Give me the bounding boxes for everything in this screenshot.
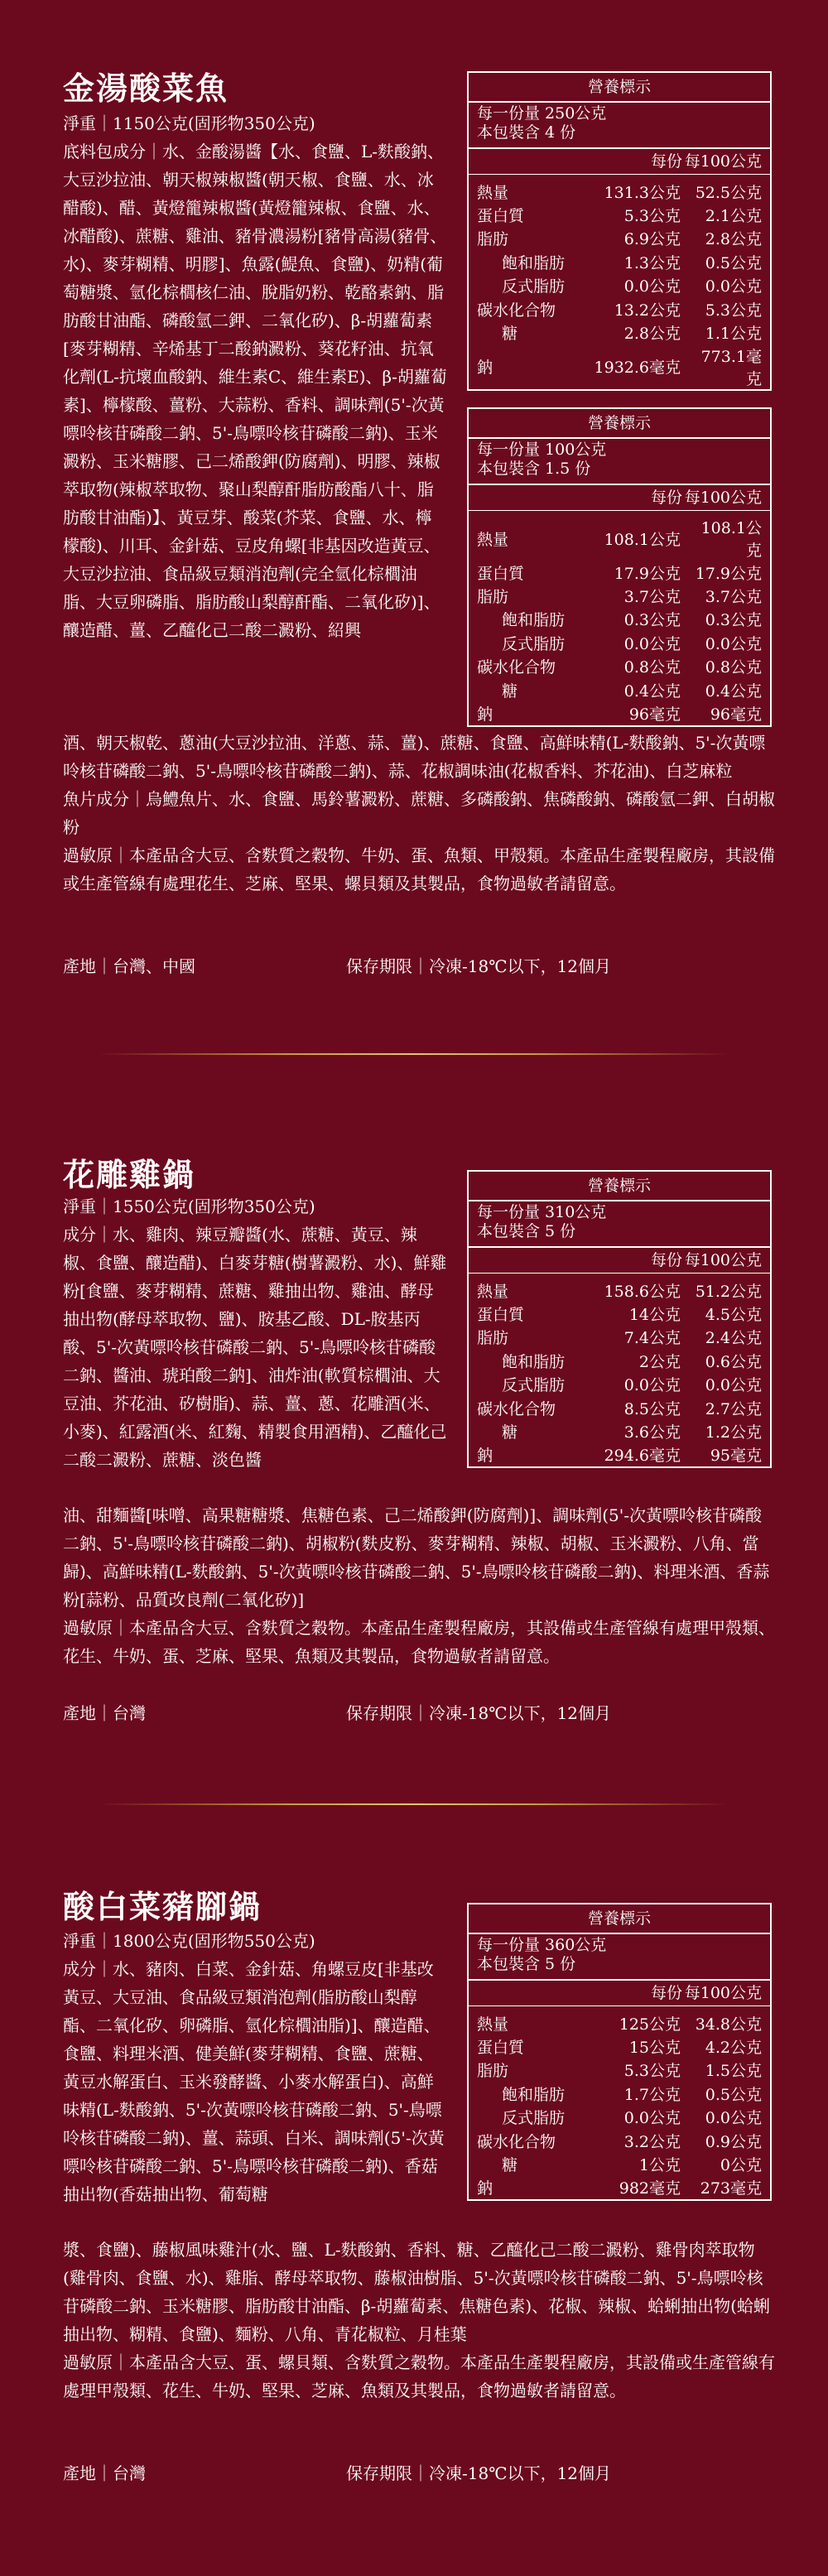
nutrition-row (469, 2129, 770, 2152)
nutrition-row (469, 511, 770, 561)
product-details (63, 109, 448, 644)
per-serving-value: 96毫克 (628, 705, 681, 725)
per-100g-value: 0.3公克 (705, 611, 762, 630)
per-100g-header: 每100公克 (684, 1251, 762, 1269)
per-100g-value: 108.1公克 (700, 519, 762, 560)
nutrition-row (469, 344, 770, 389)
allergen-text: 過敏原｜本產品含大豆、含麩質之穀物。本產品生產製程廠房，其設備或生產管線有處理甲殼類、花生、牛奶、蛋、芝麻、堅果、魚類及其製品，食物過敏者請留意。 (63, 1618, 775, 1666)
net-weight: 淨重｜1550公克(固形物350公克) (63, 1197, 315, 1216)
fish-ingredients-text: 魚片成分｜烏鱧魚片、水、食鹽、馬鈴薯澱粉、蔗糖、多磷酸鈉、焦磷酸鈉、磷酸氫二鉀、白胡椒粉 (63, 789, 775, 837)
nutrition-row (469, 2106, 770, 2129)
nutrition-heading: 營養標示 (469, 1172, 770, 1201)
per-serving-value: 982毫克 (619, 2179, 681, 2198)
nutrient-name: 鈉 (477, 2179, 493, 2198)
product-details-cont (63, 729, 775, 898)
nutrient-name: 碳水化合物 (477, 658, 556, 677)
nutrition-heading: 營養標示 (469, 1904, 770, 1934)
nutrition-facts-table-2 (467, 407, 772, 727)
nutrient-name: 熱量 (477, 530, 509, 549)
shelf-life-text: 保存期限｜冷凍-18℃以下，12個月 (346, 2463, 612, 2483)
nutrient-name: 鈉 (477, 1447, 493, 1466)
per-serving-value: 3.7公克 (623, 588, 681, 607)
allergen-text: 過敏原｜本產品含大豆、含麩質之穀物、牛奶、蛋、魚類、甲殼類。本產品生產製程廠房，其設備或生產管線有處理花生、芝麻、堅果、螺貝類及其製品，食物過敏者請留意。 (63, 845, 775, 893)
per-100g-value: 0.6公克 (705, 1352, 762, 1371)
section-divider (99, 1053, 729, 1055)
nutrition-row (469, 320, 770, 344)
per-100g-value: 0.8公克 (705, 658, 762, 677)
shelf-life-text: 保存期限｜冷凍-18℃以下，12個月 (346, 1703, 612, 1723)
per-serving-value: 6.9公克 (623, 230, 681, 249)
per-100g-value: 0.9公克 (705, 2132, 762, 2151)
nutrition-row (469, 175, 770, 203)
per-100g-value: 96毫克 (710, 705, 762, 725)
nutrient-name: 糖 (502, 325, 518, 344)
per-100g-value: 51.2公克 (695, 1282, 762, 1301)
nutrient-name: 脂肪 (477, 1329, 509, 1348)
nutrient-name: 熱量 (477, 2015, 509, 2034)
nutrition-facts-table (467, 71, 772, 391)
per-serving-value: 13.2公克 (614, 301, 681, 320)
per-100g-value: 0.0公克 (705, 1376, 762, 1395)
ingredients-text-cont: 酒、朝天椒乾、蔥油(大豆沙拉油、洋蔥、蒜、薑)、蔗糖、食鹽、高鮮味精(L-麩酸鈉、5'-次黃嘌呤核苷磷酸二鈉、5'-鳥嘌呤核苷磷酸二鈉)、蒜、花椒調味油(花椒香料、芥花油)、白芝麻粒 (63, 733, 766, 781)
nutrient-name: 脂肪 (477, 588, 509, 607)
product-title: 酸白菜豬腳鍋 (63, 1888, 262, 1925)
nutrition-row (469, 1302, 770, 1325)
nutrition-rows (469, 511, 770, 725)
nutrient-name: 脂肪 (477, 230, 509, 249)
per-serving-value: 0.3公克 (623, 611, 681, 630)
per-serving-value: 0.8公克 (623, 658, 681, 677)
per-serving-value: 131.3公克 (604, 183, 681, 202)
per-100g-value: 1.2公克 (705, 1423, 762, 1442)
per-100g-value: 95毫克 (710, 1447, 762, 1466)
shelf-life-text: 保存期限｜冷凍-18℃以下，12個月 (346, 956, 612, 976)
nutrition-row (469, 2006, 770, 2034)
per-serving-value: 5.3公克 (623, 2062, 681, 2081)
allergen-text: 過敏原｜本產品含大豆、蛋、螺貝類、含麩質之穀物。本產品生產製程廠房，其設備或生產管線有處理甲殼類、花生、牛奶、堅果、芝麻、魚類及其製品，食物過敏者請留意。 (63, 2352, 775, 2400)
per-100g-value: 273毫克 (700, 2179, 762, 2198)
nutrient-name: 飽和脂肪 (502, 2085, 566, 2104)
nutrient-name: 糖 (502, 1423, 518, 1442)
per-100g-value: 17.9公克 (695, 564, 762, 583)
nutrition-row (469, 584, 770, 607)
per-100g-value: 0.5公克 (705, 253, 762, 272)
per-serving-value: 125公克 (619, 2015, 681, 2034)
origin-text: 產地｜台灣 (63, 2463, 146, 2483)
nutrition-column-headers (469, 1981, 770, 2006)
per-serving-value: 0.4公克 (623, 681, 681, 701)
per-serving-value: 1.7公克 (623, 2085, 681, 2104)
per-serving-value: 2.8公克 (623, 325, 681, 344)
nutrition-heading: 營養標示 (469, 409, 770, 439)
nutrition-heading: 營養標示 (469, 73, 770, 103)
nutrition-row (469, 631, 770, 654)
nutrition-row (469, 1396, 770, 1419)
per-100g-value: 0公克 (720, 2156, 762, 2175)
nutrient-name: 反式脂肪 (502, 1376, 566, 1395)
nutrient-name: 鈉 (477, 705, 493, 725)
nutrient-name: 糖 (502, 2156, 518, 2175)
per-100g-value: 2.8公克 (705, 230, 762, 249)
per-serving-value: 1932.6毫克 (594, 359, 681, 378)
per-serving-value: 0.0公克 (623, 1376, 681, 1395)
nutrient-name: 碳水化合物 (477, 301, 556, 320)
per-serving-value: 5.3公克 (623, 207, 681, 226)
nutrition-row (469, 1373, 770, 1396)
nutrition-row (469, 2176, 770, 2199)
nutrition-row (469, 227, 770, 250)
nutrition-row (469, 2058, 770, 2082)
nutrient-name: 碳水化合物 (477, 1399, 556, 1418)
per-100g-value: 2.7公克 (705, 1399, 762, 1418)
per-serving-value: 17.9公克 (614, 564, 681, 583)
per-serving-value: 3.6公克 (623, 1423, 681, 1442)
per-100g-value: 5.3公克 (705, 301, 762, 320)
nutrient-name: 蛋白質 (477, 207, 525, 226)
servings-per-pack: 本包裝含 4 份 (477, 123, 576, 142)
product-title: 金湯酸菜魚 (63, 70, 229, 107)
serving-size: 每一份量 100公克 (477, 441, 607, 459)
product-details-cont (63, 1501, 775, 1670)
per-100g-value: 2.1公克 (705, 207, 762, 226)
per-100g-value: 0.4公克 (705, 681, 762, 701)
per-100g-header: 每100公克 (684, 489, 762, 507)
product-details-cont (63, 2236, 775, 2405)
nutrient-name: 飽和脂肪 (502, 253, 566, 272)
nutrient-name: 反式脂肪 (502, 277, 566, 296)
nutrient-name: 脂肪 (477, 2062, 509, 2081)
per-100g-header: 每100公克 (684, 1984, 762, 2002)
per-serving-value: 0.0公克 (623, 634, 681, 653)
nutrition-row (469, 1419, 770, 1442)
per-serving-value: 1公克 (638, 2156, 681, 2175)
origin-text: 產地｜台灣 (63, 1703, 146, 1723)
nutrition-row (469, 655, 770, 678)
product-title: 花雕雞鍋 (63, 1156, 196, 1193)
nutrition-row (469, 2152, 770, 2175)
per-serving-value: 158.6公克 (604, 1282, 681, 1301)
serving-info (469, 103, 770, 149)
serving-info (469, 1201, 770, 1248)
nutrition-row (469, 1326, 770, 1349)
per-serving-value: 2公克 (638, 1352, 681, 1371)
per-serving-value: 7.4公克 (623, 1329, 681, 1348)
nutrition-row (469, 1349, 770, 1372)
nutrition-row (469, 608, 770, 631)
nutrition-rows (469, 1274, 770, 1466)
per-100g-value: 773.1毫克 (700, 347, 762, 388)
ingredients-text: 底料包成分｜水、金酸湯醬【水、食鹽、L-麩酸鈉、大豆沙拉油、朝天椒辣椒醬(朝天椒、食鹽、水、冰醋酸)、醋、黃燈籠辣椒醬(黃燈籠辣椒、食鹽、水、冰醋酸)、蔗糖、雞油、豬骨濃湯粉[豬骨高湯(豬骨、水)、麥芽糊精、明膠]、魚露(鯷魚、食鹽)、奶精(葡萄糖漿、氫化棕櫚核仁油、脫脂奶粉、乾酪素鈉、脂肪酸甘油酯、磷酸氫二鉀、二氧化矽)、β-胡蘿蔔素[麥芽糊精、辛烯基丁二酸鈉澱粉、葵花籽油、抗氧化劑(L-抗壞血酸鈉、維生素C、維生素E)、β-胡蘿蔔素]、檸檬酸、薑粉、大蒜粉、香料、調味劑(5'-次黃嘌呤核苷磷酸二鈉、5'-鳥嘌呤核苷磷酸二鈉)、玉米澱粉、玉米糖膠、己二烯酸鉀(防腐劑)、明膠、辣椒萃取物(辣椒萃取物、聚山梨醇酐脂肪酸酯八十、脂肪酸甘油酯)】、黃豆芽、酸菜(芥菜、食鹽、水、檸檬酸)、川耳、金針菇、豆皮角螺[非基因改造黃豆、大豆沙拉油、食品級豆類消泡劑(完全氫化棕櫚油脂、大豆卵磷脂、脂肪酸山梨醇酐酯、二氧化矽)]、釀造醋、薑、乙醯化己二酸二澱粉、紹興 (63, 142, 447, 640)
nutrition-rows (469, 2006, 770, 2199)
serving-info (469, 439, 770, 485)
per-serving-value: 8.5公克 (623, 1399, 681, 1418)
nutrient-name: 飽和脂肪 (502, 1352, 566, 1371)
nutrient-name: 蛋白質 (477, 2039, 525, 2058)
per-serving-value: 108.1公克 (604, 530, 681, 549)
serving-info (469, 1934, 770, 1981)
ingredients-text: 成分｜水、雞肉、辣豆瓣醬(水、蔗糖、黃豆、辣椒、食鹽、釀造醋)、白麥芽糖(樹薯澱粉、水)、鮮雞粉[食鹽、麥芽糊精、蔗糖、雞抽出物、雞油、酵母抽出物(酵母萃取物、鹽)、胺基乙酸、DL-胺基丙酸、5'-次黃嘌呤核苷磷酸二鈉、5'-鳥嘌呤核苷磷酸二鈉、醬油、琥珀酸二鈉]、油炸油(軟質棕櫚油、大豆油、芥花油、矽樹脂)、蒜、薑、蔥、花雕酒(米、小麥)、紅露酒(米、紅麴、精製食用酒精)、乙醯化己二酸二澱粉、蔗糖、淡色醬 (63, 1225, 447, 1470)
per-100g-value: 1.5公克 (705, 2062, 762, 2081)
nutrition-column-headers (469, 485, 770, 511)
per-serving-value: 15公克 (628, 2039, 681, 2058)
servings-per-pack: 本包裝含 5 份 (477, 1222, 576, 1240)
servings-per-pack: 本包裝含 5 份 (477, 1955, 576, 1973)
nutrient-name: 鈉 (477, 359, 493, 378)
net-weight: 淨重｜1800公克(固形物550公克) (63, 1931, 315, 1951)
nutrition-row (469, 678, 770, 701)
nutrition-row (469, 1443, 770, 1466)
per-serving-value: 3.2公克 (623, 2132, 681, 2151)
nutrition-row (469, 1274, 770, 1302)
per-100g-header: 每100公克 (684, 152, 762, 171)
nutrition-facts-table (467, 1170, 772, 1468)
nutrition-row (469, 274, 770, 297)
per-100g-value: 52.5公克 (695, 183, 762, 202)
per-100g-value: 0.0公克 (705, 2109, 762, 2128)
product-details (63, 1192, 448, 1474)
nutrition-row (469, 203, 770, 226)
ingredients-text: 成分｜水、豬肉、白菜、金針菇、角螺豆皮[非基改黃豆、大豆油、食品級豆類消泡劑(脂肪酸山梨醇酯、二氧化矽、卵磷脂、氫化棕櫚油脂)]、釀造醋、食鹽、料理米酒、健美鮮(麥芽糊精、食鹽、蔗糖、黃豆水解蛋白、玉米發酵醬、小麥水解蛋白)、高鮮味精(L-麩酸鈉、5'-次黃嘌呤核苷磷酸二鈉、5'-鳥嘌呤核苷磷酸二鈉)、薑、蒜頭、白米、調味劑(5'-次黃嘌呤核苷磷酸二鈉、5'-鳥嘌呤核苷磷酸二鈉)、香菇抽出物(香菇抽出物、葡萄糖 (63, 1959, 445, 2204)
per-serving-value: 1.3公克 (623, 253, 681, 272)
ingredients-text-cont: 油、甜麵醬[味噌、高果糖糖漿、焦糖色素、己二烯酸鉀(防腐劑)]、調味劑(5'-次黃嘌呤核苷磷酸二鈉、5'-鳥嘌呤核苷磷酸二鈉)、胡椒粉(麩皮粉、麥芽糊精、辣椒、胡椒、玉米澱粉、八角、當歸)、高鮮味精(L-麩酸鈉、5'-次黃嘌呤核苷磷酸二鈉、5'-鳥嘌呤核苷磷酸二鈉)、料理米酒、香蒜粉[蒜粉、品質改良劑(二氧化矽)] (63, 1505, 770, 1610)
nutrient-name: 蛋白質 (477, 1306, 525, 1325)
nutrition-row (469, 701, 770, 725)
nutrition-row (469, 561, 770, 584)
nutrient-name: 反式脂肪 (502, 2109, 566, 2128)
per-100g-value: 0.0公克 (705, 277, 762, 296)
nutrient-name: 熱量 (477, 183, 509, 202)
nutrient-name: 飽和脂肪 (502, 611, 566, 630)
nutrient-name: 熱量 (477, 1282, 509, 1301)
per-100g-value: 4.5公克 (705, 1306, 762, 1325)
nutrition-row (469, 297, 770, 320)
servings-per-pack: 本包裝含 1.5 份 (477, 460, 591, 478)
per-serving-header: 每份 (650, 1251, 682, 1269)
per-serving-value: 0.0公克 (623, 277, 681, 296)
serving-size: 每一份量 310公克 (477, 1203, 607, 1221)
per-serving-header: 每份 (650, 152, 682, 171)
nutrition-row (469, 2034, 770, 2058)
nutrition-column-headers (469, 1248, 770, 1274)
per-serving-value: 0.0公克 (623, 2109, 681, 2128)
product-details (63, 1927, 448, 2208)
serving-size: 每一份量 360公克 (477, 1936, 607, 1954)
per-serving-header: 每份 (650, 489, 682, 507)
per-100g-value: 34.8公克 (695, 2015, 762, 2034)
nutrition-rows (469, 175, 770, 389)
nutrition-facts-table (467, 1903, 772, 2201)
per-serving-value: 14公克 (628, 1306, 681, 1325)
per-serving-header: 每份 (650, 1984, 682, 2002)
serving-size: 每一份量 250公克 (477, 104, 607, 123)
per-100g-value: 1.1公克 (705, 325, 762, 344)
origin-text: 產地｜台灣、中國 (63, 956, 195, 976)
nutrition-row (469, 2082, 770, 2105)
section-divider (99, 1803, 729, 1805)
nutrient-name: 蛋白質 (477, 564, 525, 583)
nutrition-row (469, 250, 770, 273)
per-100g-value: 0.5公克 (705, 2085, 762, 2104)
nutrient-name: 反式脂肪 (502, 634, 566, 653)
nutrition-column-headers (469, 149, 770, 175)
per-100g-value: 2.4公克 (705, 1329, 762, 1348)
per-100g-value: 3.7公克 (705, 588, 762, 607)
net-weight: 淨重｜1150公克(固形物350公克) (63, 113, 315, 133)
nutrient-name: 碳水化合物 (477, 2132, 556, 2151)
per-serving-value: 294.6毫克 (604, 1447, 681, 1466)
per-100g-value: 0.0公克 (705, 634, 762, 653)
nutrient-name: 糖 (502, 681, 518, 701)
per-100g-value: 4.2公克 (705, 2039, 762, 2058)
ingredients-text-cont: 漿、食鹽)、藤椒風味雞汁(水、鹽、L-麩酸鈉、香料、糖、乙醯化己二酸二澱粉、雞骨肉萃取物(雞骨肉、食鹽、水)、雞脂、酵母萃取物、藤椒油樹脂、5'-次黃嘌呤核苷磷酸二鈉、5'-鳥嘌呤核苷磷酸二鈉、玉米糖膠、脂肪酸甘油酯、β-胡蘿蔔素、焦糖色素)、花椒、辣椒、蛤蜊抽出物(蛤蜊抽出物、糊精、食鹽)、麵粉、八角、青花椒粒、月桂葉 (63, 2240, 770, 2344)
